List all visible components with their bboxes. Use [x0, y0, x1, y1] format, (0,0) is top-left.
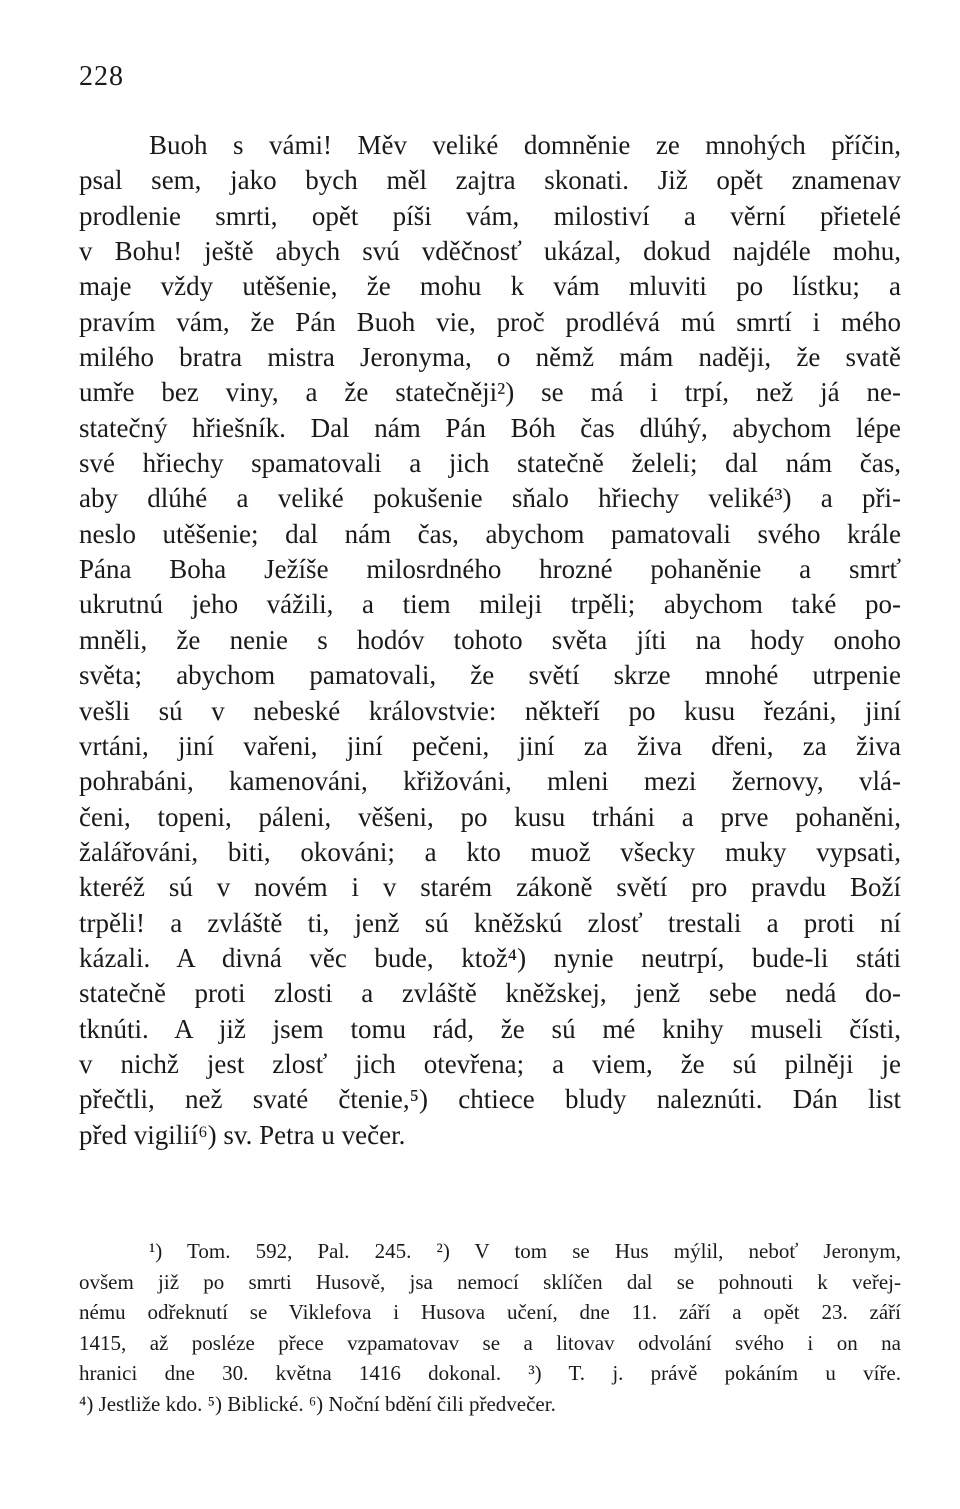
- text-line: pravím vám, že Pán Buoh vie, proč prodlévá mú smrtí i mého: [79, 306, 901, 337]
- text-line: v nichž jest zlosť jich otevřena; a viem, že sú pilněji je: [79, 1048, 901, 1079]
- footnote-line: hranici dne 30. května 1416 dokonal. ³) T. j. právě pokáním u víře.: [79, 1361, 901, 1386]
- text-line: kázali. A divná věc bude, ktož⁴) nynie neutrpí, bude-li státi: [79, 942, 901, 973]
- text-line: statečný hřiešník. Dal nám Pán Bóh čas dlúhý, abychom lépe: [79, 412, 901, 443]
- text-line: čeni, topeni, páleni, věšeni, po kusu trháni a prve pohaněni,: [79, 801, 901, 832]
- text-line: aby dlúhé a veliké pokušenie sňalo hřiechy veliké³) a při-: [79, 483, 901, 514]
- text-line: své hřiechy spamatovali a jich statečně želeli; dal nám čas,: [79, 448, 901, 479]
- page-number: 228: [79, 61, 124, 92]
- body-text: [79, 128, 901, 1153]
- text-line: umře bez viny, a že statečněji²) se má i trpí, než já ne-: [79, 377, 901, 408]
- text-line: ukrutnú jeho vážili, a tiem mileji trpěli; abychom také po-: [79, 589, 901, 620]
- text-line: vešli sú v nebeské královstvie: někteří po kusu řezáni, jiní: [79, 695, 901, 726]
- text-line: milého bratra mistra Jeronyma, o němž mám naději, že svatě: [79, 342, 901, 373]
- text-line: v Bohu! ještě abych svú vděčnosť ukázal, dokud najdéle mohu,: [79, 236, 901, 267]
- text-line: trpěli! a zvláště ti, jenž sú kněžskú zlosť trestali a proti ní: [79, 907, 901, 938]
- text-line: Pána Boha Ježíše milosrdného hrozné pohaněnie a smrť: [79, 554, 901, 585]
- footnote-line: ⁴) Jestliže kdo. ⁵) Biblické. ⁶) Noční bdění čili předvečer.: [79, 1391, 556, 1416]
- footnotes: [79, 1236, 901, 1420]
- text-line: Buoh s vámi! Měv veliké domněnie ze mnohých příčin,: [149, 130, 901, 160]
- text-line: žalářováni, biti, okováni; a kto muož všecky muky vypsati,: [79, 836, 901, 867]
- footnote-line: 1415, až posléze přece vzpamatovav se a litovav odvolání svého i on na: [79, 1330, 901, 1355]
- text-line: přečtli, než svaté čtenie,⁵) chtiece bludy naleznúti. Dán list: [79, 1084, 901, 1115]
- text-line: vrtáni, jiní vařeni, jiní pečeni, jiní za živa dřeni, za živa: [79, 730, 901, 761]
- text-line: tknúti. A již jsem tomu rád, že sú mé knihy museli čísti,: [79, 1013, 901, 1044]
- text-line: pohrabáni, kamenováni, křižováni, mleni mezi žernovy, vlá-: [79, 766, 901, 797]
- text-line: statečně proti zlosti a zvláště kněžskej, jenž sebe nedá do-: [79, 978, 901, 1009]
- text-line: maje vždy utěšenie, že mohu k vám mluviti po lístku; a: [79, 271, 901, 302]
- text-line: před vigilií⁶) sv. Petra u večer.: [79, 1119, 406, 1150]
- footnote-line: ovšem již po smrti Husově, jsa nemocí sklíčen dal se pohnouti k veřej-: [79, 1269, 901, 1294]
- footnote-divider: [79, 1230, 901, 1231]
- text-line: psal sem, jako bych měl zajtra skonati. Již opět znamenav: [79, 165, 901, 196]
- text-line: prodlenie smrti, opět píši vám, milostiví a věrní přietelé: [79, 200, 901, 231]
- text-line: mněli, že nenie s hodóv tohoto světa jíti na hody onoho: [79, 624, 901, 655]
- text-line: kteréž sú v novém i v starém zákoně světí pro pravdu Boží: [79, 872, 901, 903]
- footnote-line: ¹) Tom. 592, Pal. 245. ²) V tom se Hus mýlil, neboť Jeronym,: [149, 1239, 901, 1263]
- text-line: světa; abychom pamatovali, že světí skrze mnohé utrpenie: [79, 660, 901, 691]
- footnote-line: nému odřeknutí se Viklefova i Husova učení, dne 11. září a opět 23. září: [79, 1300, 901, 1325]
- text-line: neslo utěšenie; dal nám čas, abychom pamatovali svého krále: [79, 518, 901, 549]
